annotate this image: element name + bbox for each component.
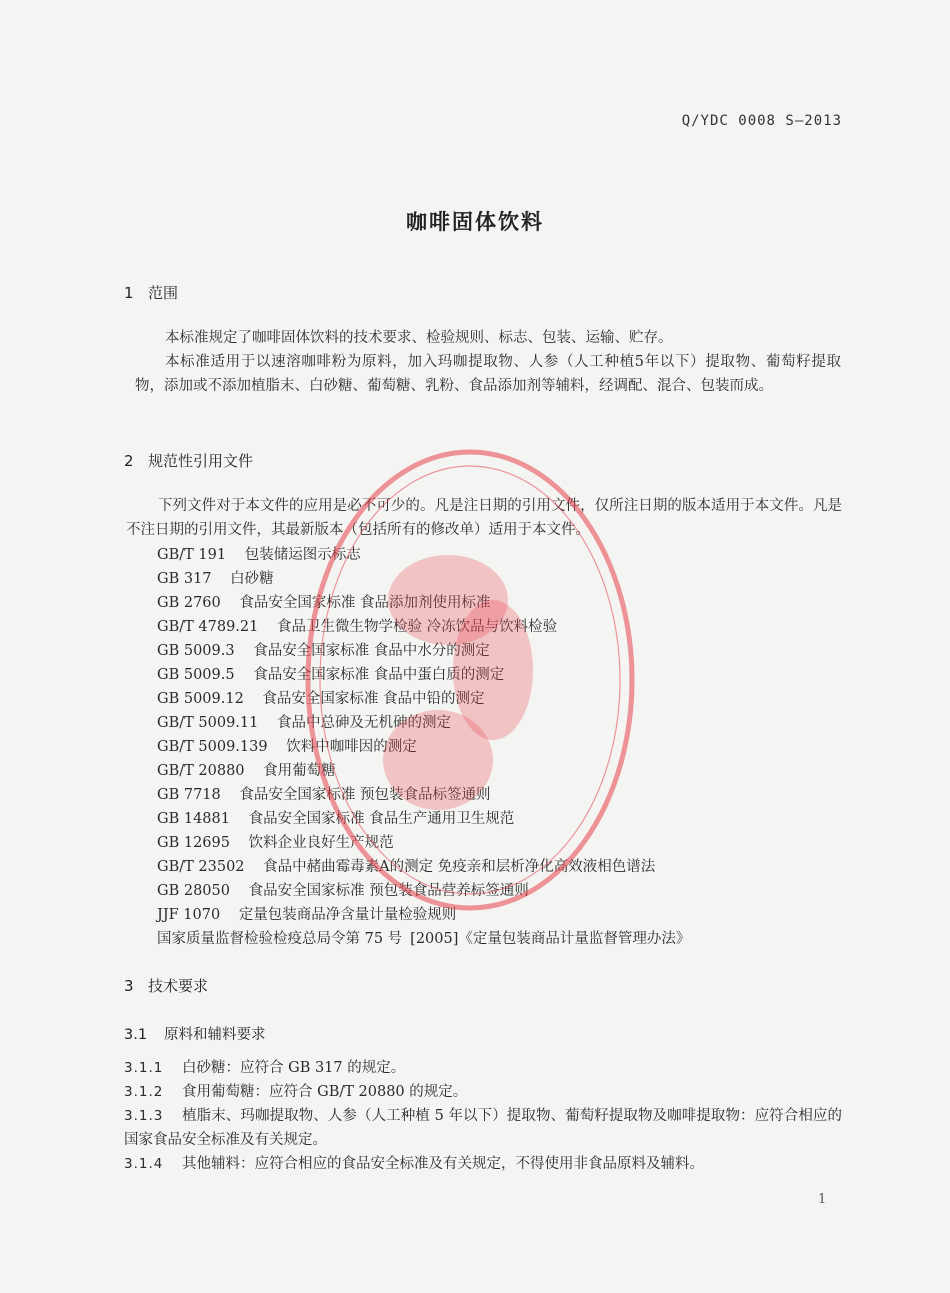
section-number: 1: [124, 284, 134, 302]
reference-item: [157, 879, 690, 903]
reference-code: GB 317: [157, 571, 212, 587]
reference-title: 白砂糖: [230, 571, 274, 587]
reference-title: 定量包装商品净含量计量检验规则: [238, 907, 457, 923]
clause: [124, 1104, 842, 1152]
reference-code: GB/T 4789.21: [157, 619, 259, 635]
subsection-heading-materials: [124, 1023, 266, 1044]
reference-code: JJF 1070: [157, 907, 221, 923]
clause-text: 食用葡萄糖：应符合 GB/T 20880 的规定。: [182, 1084, 468, 1100]
page-number: 1: [818, 1192, 827, 1207]
reference-item: [157, 927, 690, 951]
reference-code: GB/T 5009.139: [157, 739, 268, 755]
reference-code: GB 7718: [157, 787, 221, 803]
reference-code: GB/T 5009.11: [157, 715, 259, 731]
reference-code: GB/T 20880: [157, 763, 245, 779]
reference-item: [157, 543, 690, 567]
reference-title: 饮料中咖啡因的测定: [286, 739, 417, 755]
clause-number: 3.1.2: [124, 1084, 164, 1100]
reference-title: 食品安全国家标准 食品添加剂使用标准: [239, 595, 491, 611]
reference-item: [157, 903, 690, 927]
section-title: 规范性引用文件: [148, 452, 254, 470]
reference-title: 食品安全国家标准 食品中铅的测定: [262, 691, 485, 707]
reference-code: GB/T 23502: [157, 859, 245, 875]
document-title: 咖啡固体饮料: [406, 210, 544, 234]
reference-item: [157, 735, 690, 759]
clause: [124, 1056, 405, 1080]
reference-title: 食品安全国家标准 预包装食品标签通则: [239, 787, 491, 803]
reference-item: [157, 807, 690, 831]
reference-item: [157, 615, 690, 639]
reference-item: [157, 711, 690, 735]
reference-title: [2005]《定量包装商品计量监督管理办法》: [410, 931, 691, 947]
reference-title: 饮料企业良好生产规范: [248, 835, 394, 851]
reference-code: GB/T 191: [157, 547, 227, 563]
reference-code: 国家质量监督检验检疫总局令第 75 号: [157, 931, 403, 947]
standard-code: Q/YDC 0008 S—2013: [681, 113, 842, 129]
reference-title: 食品中赭曲霉毒素A的测定 免疫亲和层析净化高效液相色谱法: [263, 859, 656, 875]
reference-list: [157, 543, 690, 951]
reference-item: [157, 591, 690, 615]
clause: [124, 1080, 467, 1104]
reference-code: GB 5009.5: [157, 667, 235, 683]
reference-title: 食品中总砷及无机砷的测定: [276, 715, 451, 731]
scope-paragraph-1: 本标准规定了咖啡固体饮料的技术要求、检验规则、标志、包装、运输、贮存。: [165, 330, 673, 346]
scope-body: [135, 326, 841, 398]
reference-title: 食品安全国家标准 食品中蛋白质的测定: [253, 667, 505, 683]
reference-item: [157, 687, 690, 711]
clause-number: 3.1.4: [124, 1156, 164, 1172]
clause-number: 3.1.3: [124, 1108, 164, 1124]
scope-paragraph-2: 本标准适用于以速溶咖啡粉为原料，加入玛咖提取物、人参（人工种植5年以下）提取物、葡萄籽提取物，添加或不添加植脂末、白砂糖、葡萄糖、乳粉、食品添加剂等辅料，经调配、混合、包装而成。: [135, 354, 841, 394]
reference-code: GB 5009.3: [157, 643, 235, 659]
reference-title: 食品安全国家标准 食品中水分的测定: [253, 643, 490, 659]
section-heading-technical: [124, 975, 208, 996]
reference-item: [157, 855, 690, 879]
reference-title: 食品安全国家标准 食品生产通用卫生规范: [248, 811, 515, 827]
reference-code: GB 12695: [157, 835, 230, 851]
reference-item: [157, 639, 690, 663]
normative-refs-intro-text: 下列文件对于本文件的应用是必不可少的。凡是注日期的引用文件，仅所注日期的版本适用于本文件。凡是不注日期的引用文件，其最新版本（包括所有的修改单）适用于本文件。: [126, 498, 842, 538]
section-heading-normative-refs: [124, 450, 253, 471]
reference-item: [157, 759, 690, 783]
normative-refs-intro: [126, 494, 842, 542]
subsection-number: 3.1: [124, 1027, 148, 1043]
section-number: 2: [124, 452, 134, 470]
section-heading-scope: [124, 282, 178, 303]
reference-title: 食品卫生微生物学检验 冷冻饮品与饮料检验: [276, 619, 558, 635]
section-title: 范围: [148, 284, 179, 302]
clause-text: 白砂糖：应符合 GB 317 的规定。: [182, 1060, 406, 1076]
clause-text: 其他辅料：应符合相应的食品安全标准及有关规定，不得使用非食品原料及辅料。: [182, 1156, 704, 1172]
subsection-title: 原料和辅料要求: [164, 1027, 266, 1043]
reference-item: [157, 567, 690, 591]
reference-item: [157, 663, 690, 687]
reference-code: GB 5009.12: [157, 691, 244, 707]
reference-item: [157, 831, 690, 855]
section-number: 3: [124, 977, 134, 995]
section-title: 技术要求: [148, 977, 209, 995]
reference-item: [157, 783, 690, 807]
reference-code: GB 2760: [157, 595, 221, 611]
reference-title: 食用葡萄糖: [263, 763, 336, 779]
clause-number: 3.1.1: [124, 1060, 164, 1076]
reference-title: 食品安全国家标准 预包装食品营养标签通则: [248, 883, 529, 899]
reference-code: GB 14881: [157, 811, 230, 827]
reference-title: 包装储运图示标志: [244, 547, 361, 563]
clause: [124, 1152, 704, 1176]
reference-code: GB 28050: [157, 883, 230, 899]
clause-text: 植脂末、玛咖提取物、人参（人工种植 5 年以下）提取物、葡萄籽提取物及咖啡提取物：应符合相应的国家食品安全标准及有关规定。: [124, 1108, 842, 1148]
